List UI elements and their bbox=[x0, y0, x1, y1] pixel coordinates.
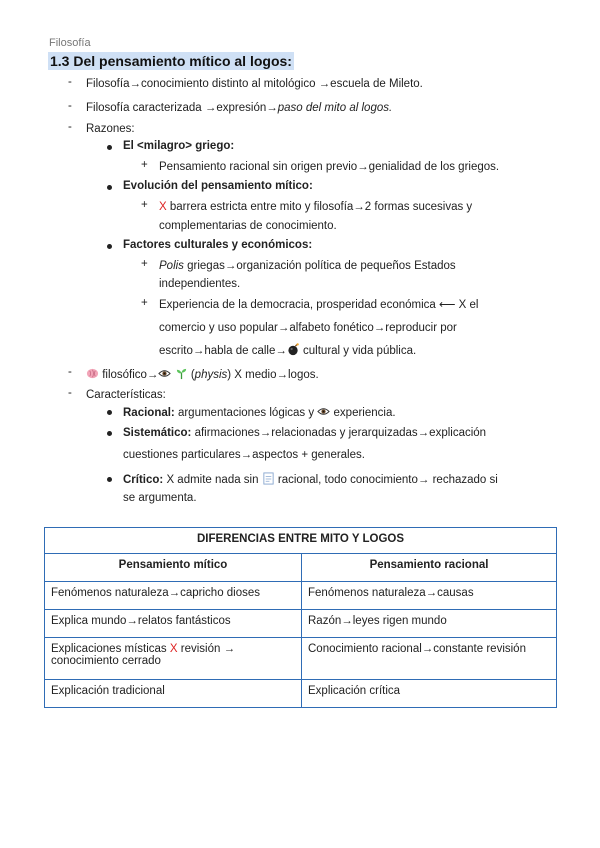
reason-detail: complementarias de conocimiento. bbox=[159, 220, 337, 232]
table-row bbox=[45, 582, 557, 610]
reason-detail: Experiencia de la democracia, prosperidad económica ⟵ X el bbox=[159, 299, 479, 311]
reason-detail: X barrera estricta entre mito y filosofía→2 formas sucesivas y bbox=[159, 201, 473, 213]
bullet bbox=[107, 244, 112, 249]
list-item: Filosofía caracterizada →expresión→paso del mito al logos. bbox=[86, 102, 393, 114]
plus-marker: + bbox=[141, 297, 148, 309]
plus-marker: + bbox=[141, 199, 148, 211]
table-title: DIFERENCIAS ENTRE MITO Y LOGOS bbox=[45, 528, 557, 554]
bullet bbox=[107, 410, 112, 415]
plus-marker: + bbox=[141, 258, 148, 270]
table-row bbox=[45, 680, 557, 708]
dash-marker: - bbox=[68, 76, 72, 88]
eye-icon bbox=[317, 405, 330, 418]
characteristic: Racional: argumentaciones lógicas y experiencia. bbox=[123, 407, 396, 419]
characteristic: se argumenta. bbox=[123, 492, 197, 504]
table-cell: Explicación tradicional bbox=[45, 680, 302, 708]
column-header: Pensamiento racional bbox=[302, 554, 557, 582]
bomb-icon bbox=[287, 343, 300, 356]
list-item: filosófico→ (physis) X medio→logos. bbox=[86, 367, 319, 382]
list-item: Razones: bbox=[86, 123, 135, 135]
list-item: Filosofía→conocimiento distinto al mitológico →escuela de Mileto. bbox=[86, 78, 423, 90]
table-cell: Explicación crítica bbox=[302, 680, 557, 708]
table-row bbox=[45, 610, 557, 638]
table-cell: Explicaciones místicas X revisión → conocimiento cerrado bbox=[45, 638, 302, 680]
plus-marker: + bbox=[141, 159, 148, 171]
subject-label: Filosofía bbox=[49, 37, 91, 49]
document-icon bbox=[262, 472, 275, 485]
bullet bbox=[107, 145, 112, 150]
table-cell: Explica mundo→relatos fantásticos bbox=[45, 610, 302, 638]
dash-marker: - bbox=[68, 387, 72, 399]
table-cell: Conocimiento racional→constante revisión bbox=[302, 638, 557, 680]
sprout-icon bbox=[175, 367, 188, 380]
column-header: Pensamiento mítico bbox=[45, 554, 302, 582]
dash-marker: - bbox=[68, 366, 72, 378]
reason-detail: Pensamiento racional sin origen previo→genialidad de los griegos. bbox=[159, 161, 500, 173]
bullet bbox=[107, 185, 112, 190]
table-row bbox=[45, 638, 557, 680]
reason-detail: comercio y uso popular→alfabeto fonético→reproducir por bbox=[159, 322, 457, 334]
reason-detail: Polis griegas→organización política de pequeños Estados bbox=[159, 260, 456, 272]
dash-marker: - bbox=[68, 100, 72, 112]
characteristic: Sistemático: afirmaciones→relacionadas y jerarquizadas→explicación bbox=[123, 427, 487, 439]
reason-title: El <milagro> griego: bbox=[123, 140, 235, 152]
dash-marker: - bbox=[68, 121, 72, 133]
table-cell: Fenómenos naturaleza→causas bbox=[302, 582, 557, 610]
reason-title: Evolución del pensamiento mítico: bbox=[123, 180, 313, 192]
list-item: Características: bbox=[86, 389, 166, 401]
reason-detail: escrito→habla de calle→ cultural y vida pública. bbox=[159, 345, 417, 357]
characteristic: Crítico: X admite nada sin racional, todo conocimiento→ rechazado si bbox=[123, 474, 498, 486]
bullet bbox=[107, 477, 112, 482]
reason-detail: independientes. bbox=[159, 278, 241, 290]
table-cell: Razón→leyes rigen mundo bbox=[302, 610, 557, 638]
eye-icon bbox=[158, 367, 171, 380]
bullet bbox=[107, 431, 112, 436]
characteristic: cuestiones particulares→aspectos + generales. bbox=[123, 449, 365, 461]
reason-title: Factores culturales y económicos: bbox=[123, 239, 313, 251]
section-title: 1.3 Del pensamiento mítico al logos: bbox=[50, 53, 292, 69]
differences-table bbox=[44, 527, 557, 708]
brain-icon bbox=[86, 367, 99, 380]
table-cell: Fenómenos naturaleza→capricho dioses bbox=[45, 582, 302, 610]
